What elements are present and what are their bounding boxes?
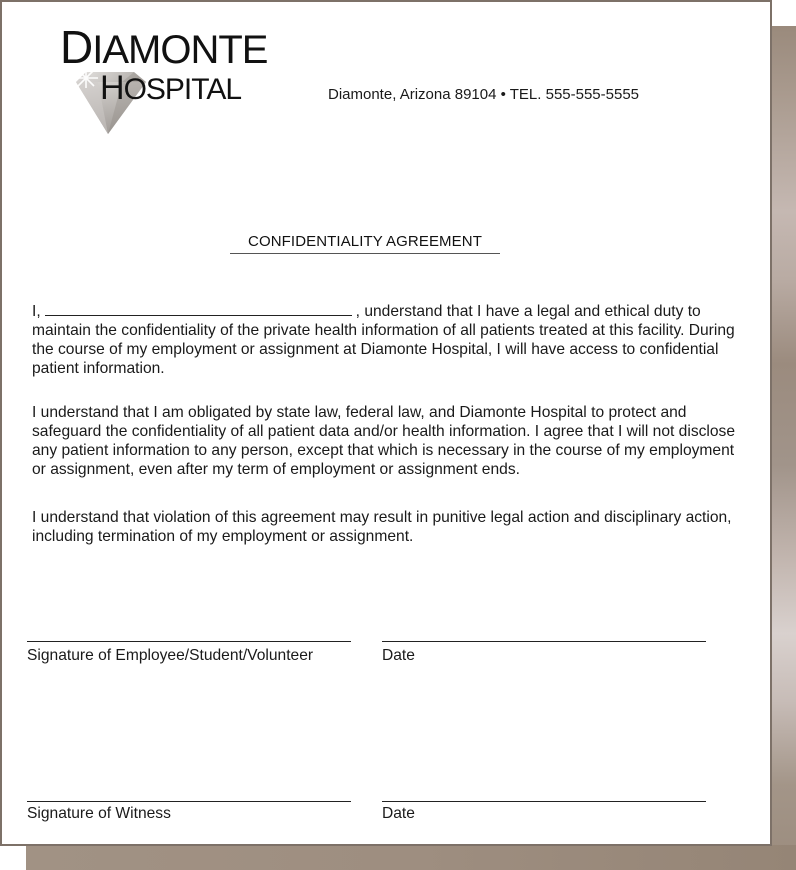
- name-blank-field[interactable]: [45, 304, 352, 316]
- employee-date-line[interactable]: [382, 641, 706, 642]
- logo-text-hospital: HOSPITAL: [100, 69, 242, 107]
- page-shadow-bottom: [26, 845, 796, 870]
- hospital-logo: [60, 21, 300, 139]
- paragraph-1-text: , understand that I have a legal and ethical duty to maintain the confidentiality of the private health information of all patients treated at this facility. During the course of my employment or assignment at Diamonte Hospital, I will have access to confidential patient information.: [32, 303, 735, 377]
- title-underline: [230, 233, 500, 254]
- paragraph-1-prefix: I,: [32, 303, 41, 320]
- employee-date-label: Date: [382, 647, 415, 664]
- witness-signature-label: Signature of Witness: [27, 805, 171, 822]
- hospital-address: Diamonte, Arizona 89104 • TEL. 555-555-5555: [328, 86, 640, 103]
- paragraph-2: I understand that I am obligated by state law, federal law, and Diamonte Hospital to protect and safeguard the confidentiality of all patient data and/or health information. I agree that I will not disclose any patient information to any person, except that which is necessary in the course of my employment or assignment, even after my term of employment or assignment ends.: [32, 404, 736, 478]
- employee-signature-label: Signature of Employee/Student/Volunteer: [27, 647, 314, 664]
- employee-signature-line[interactable]: [27, 641, 351, 642]
- paragraph-1: [32, 302, 742, 378]
- witness-date-line[interactable]: [382, 801, 706, 802]
- witness-date-label: Date: [382, 805, 415, 822]
- logo-text-diamonte: DIAMONTE: [60, 21, 268, 73]
- document-title: CONFIDENTIALITY AGREEMENT: [248, 233, 482, 250]
- paragraph-3: I understand that violation of this agreement may result in punitive legal action and disciplinary action, including termination of my employment or assignment.: [32, 509, 732, 545]
- witness-signature-line[interactable]: [27, 801, 351, 802]
